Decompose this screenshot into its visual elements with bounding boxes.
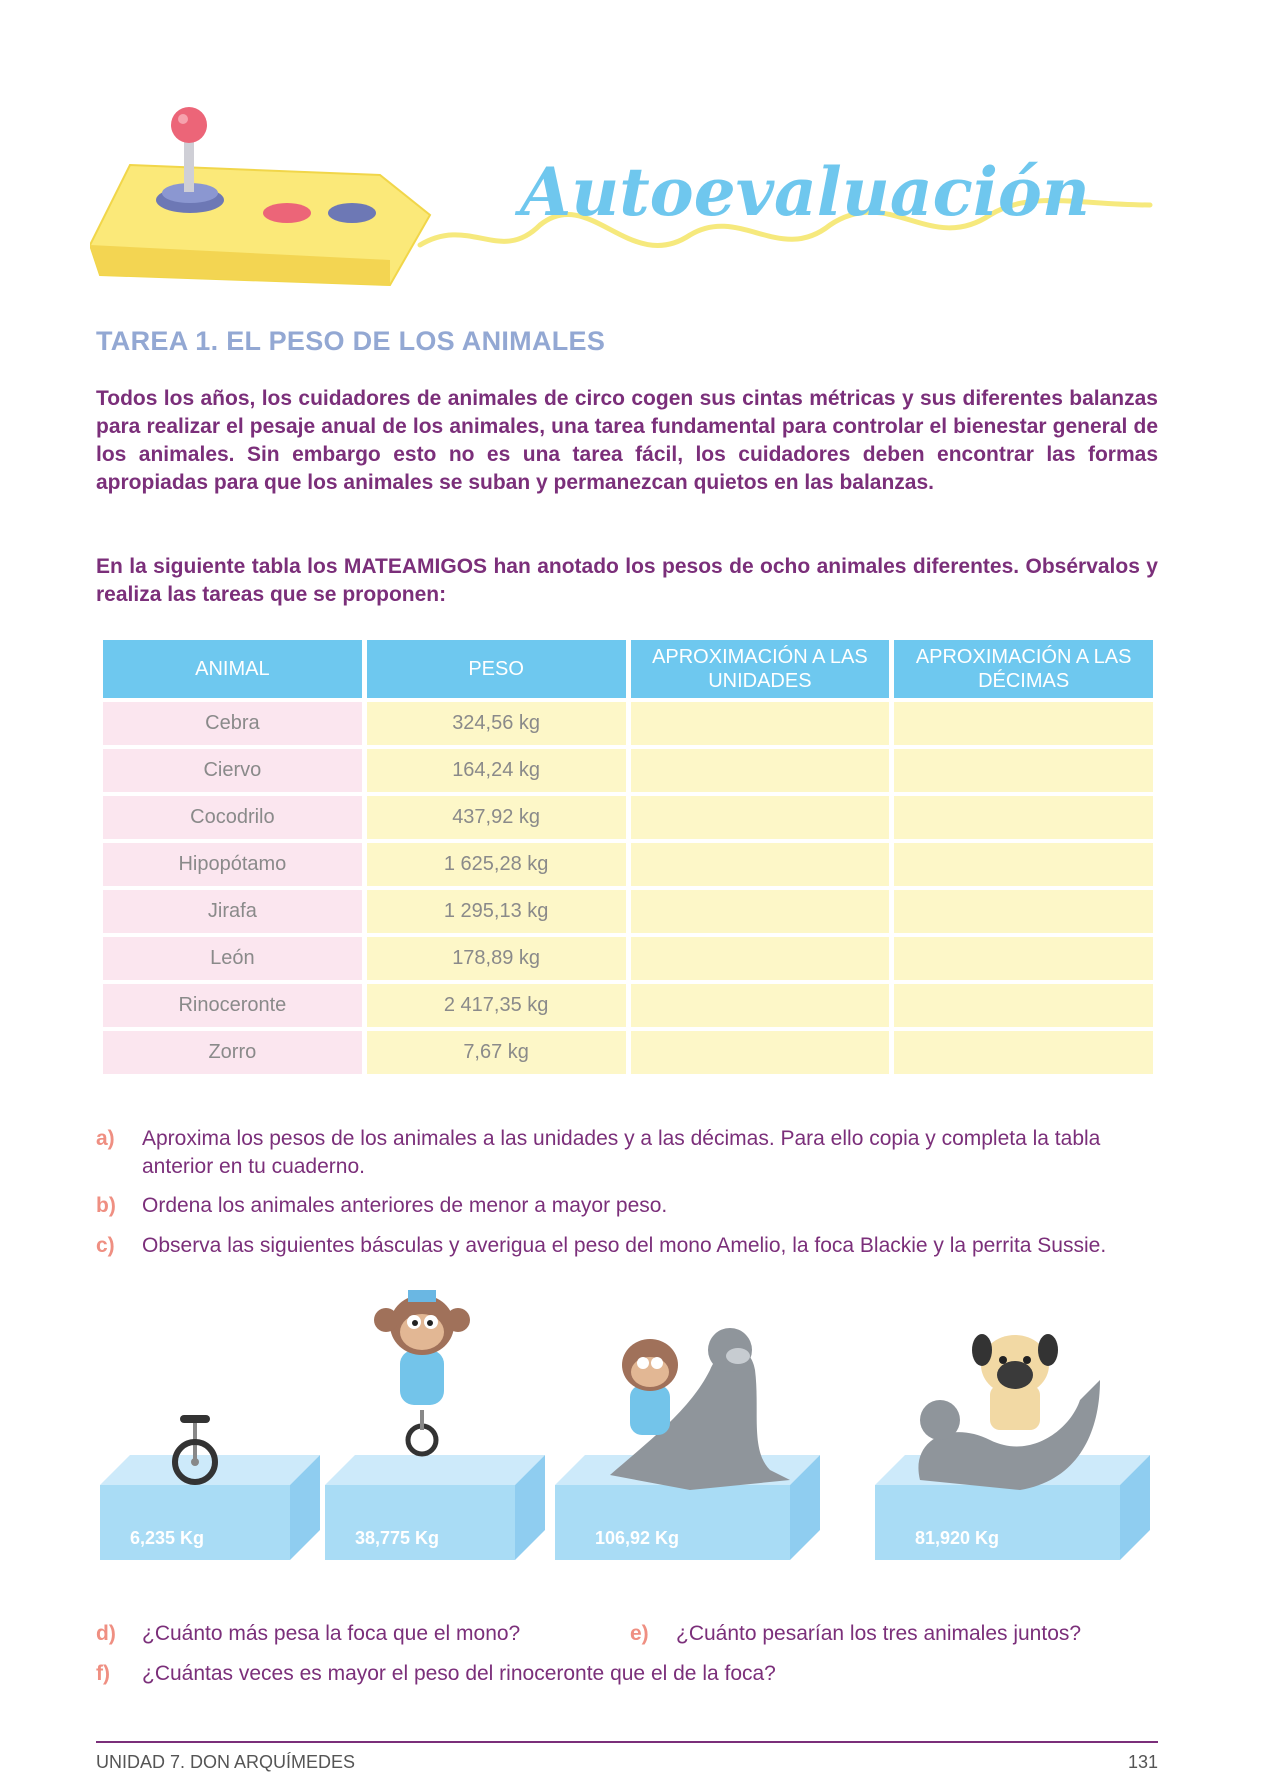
scale-reading-1: 6,235 Kg — [130, 1528, 205, 1548]
weights-table — [98, 636, 1158, 1078]
question-e — [630, 1620, 1160, 1648]
header-units-approx: APROXIMACIÓN A LAS UNIDADES — [631, 640, 890, 698]
scale-reading-4: 81,920 Kg — [915, 1528, 1000, 1548]
weight-cell: 1 295,13 kg — [367, 890, 626, 933]
tenths-cell — [894, 984, 1153, 1027]
tenths-cell — [894, 937, 1153, 980]
footer-unit-title: UNIDAD 7. DON ARQUÍMEDES — [96, 1752, 356, 1772]
table-row — [103, 937, 1153, 980]
animal-cell: León — [103, 937, 362, 980]
weight-cell: 324,56 kg — [367, 702, 626, 745]
intro-paragraph-1: Todos los años, los cuidadores de animales de circo cogen sus cintas métricas y sus diferentes balanzas para realizar el pesaje anual de los animales, una tarea fundamental para controlar el bienestar general de los animales. Sin embargo esto no es una tarea fácil, los cuidadores deben encontrar las formas apropiadas para que los animales se suban y permanezcan quietos en las balanzas. — [96, 387, 1158, 494]
units-cell — [631, 984, 890, 1027]
question-a — [96, 1125, 1158, 1181]
monkey-icon — [374, 1290, 470, 1454]
question-d-text: ¿Cuánto más pesa la foca que el mono? — [142, 1622, 521, 1645]
weight-cell: 2 417,35 kg — [367, 984, 626, 1027]
footer-divider — [96, 1741, 1158, 1743]
scale-reading-2: 38,775 Kg — [355, 1528, 440, 1548]
tenths-cell — [894, 796, 1153, 839]
header-weight: PESO — [367, 640, 626, 698]
table-header-row — [103, 640, 1153, 698]
joystick-icon — [90, 107, 430, 285]
weight-cell: 7,67 kg — [367, 1031, 626, 1074]
table-row — [103, 796, 1153, 839]
weight-cell: 178,89 kg — [367, 937, 626, 980]
question-b — [96, 1192, 1158, 1220]
task-title: TAREA 1. EL PESO DE LOS ANIMALES — [96, 326, 606, 356]
tenths-cell — [894, 843, 1153, 886]
scale-monkey — [325, 1290, 545, 1560]
scale-seal-dog — [875, 1334, 1150, 1560]
question-f — [96, 1660, 1158, 1688]
question-b-text: Ordena los animales anteriores de menor a mayor peso. — [142, 1194, 668, 1217]
dog-icon — [972, 1334, 1058, 1430]
table-row — [103, 984, 1153, 1027]
tenths-cell — [894, 749, 1153, 792]
animal-cell: Rinoceronte — [103, 984, 362, 1027]
header-title: Autoevaluación — [520, 153, 1090, 231]
scale-seal-monkey — [555, 1328, 820, 1560]
question-a-text: Aproxima los pesos de los animales a las unidades y a las décimas. Para ello copia y completa la tabla anterior en tu cuaderno. — [142, 1127, 1101, 1178]
table-row — [103, 1031, 1153, 1074]
table-row — [103, 890, 1153, 933]
animal-cell: Cocodrilo — [103, 796, 362, 839]
animal-cell: Ciervo — [103, 749, 362, 792]
question-d — [96, 1620, 616, 1648]
units-cell — [631, 796, 890, 839]
units-cell — [631, 937, 890, 980]
units-cell — [631, 749, 890, 792]
question-d-label: d) — [96, 1622, 116, 1645]
intro-paragraph-2: En la siguiente tabla los MATEAMIGOS han anotado los pesos de ocho animales diferentes. Obsérvalos y realiza las tareas que se proponen: — [96, 555, 1158, 606]
units-cell — [631, 890, 890, 933]
question-b-label: b) — [96, 1194, 116, 1217]
question-c — [96, 1232, 1158, 1260]
question-e-label: e) — [630, 1622, 649, 1645]
question-f-label: f) — [96, 1662, 110, 1685]
tenths-cell — [894, 890, 1153, 933]
scale-reading-3: 106,92 Kg — [595, 1528, 680, 1548]
animal-cell: Zorro — [103, 1031, 362, 1074]
header-tenths-approx: APROXIMACIÓN A LAS DÉCIMAS — [894, 640, 1153, 698]
table-row — [103, 702, 1153, 745]
header-animal: ANIMAL — [103, 640, 362, 698]
page-number: 131 — [1127, 1752, 1158, 1772]
header-illustration — [90, 95, 1160, 305]
question-c-text: Observa las siguientes básculas y averigua el peso del mono Amelio, la foca Blackie y la perrita Sussie. — [142, 1234, 1107, 1257]
question-f-text: ¿Cuántas veces es mayor el peso del rinoceronte que el de la foca? — [142, 1662, 776, 1685]
units-cell — [631, 843, 890, 886]
question-a-label: a) — [96, 1127, 115, 1150]
scales-illustration — [90, 1290, 1170, 1590]
animal-cell: Hipopótamo — [103, 843, 362, 886]
scale-unicycle — [100, 1415, 320, 1560]
weight-cell: 437,92 kg — [367, 796, 626, 839]
table-row — [103, 749, 1153, 792]
animal-cell: Cebra — [103, 702, 362, 745]
weight-cell: 1 625,28 kg — [367, 843, 626, 886]
units-cell — [631, 702, 890, 745]
table-row — [103, 843, 1153, 886]
tenths-cell — [894, 702, 1153, 745]
question-c-label: c) — [96, 1234, 115, 1257]
question-e-text: ¿Cuánto pesarían los tres animales juntos? — [676, 1622, 1082, 1645]
animal-cell: Jirafa — [103, 890, 362, 933]
tenths-cell — [894, 1031, 1153, 1074]
weight-cell: 164,24 kg — [367, 749, 626, 792]
units-cell — [631, 1031, 890, 1074]
monkey-icon — [622, 1339, 678, 1435]
